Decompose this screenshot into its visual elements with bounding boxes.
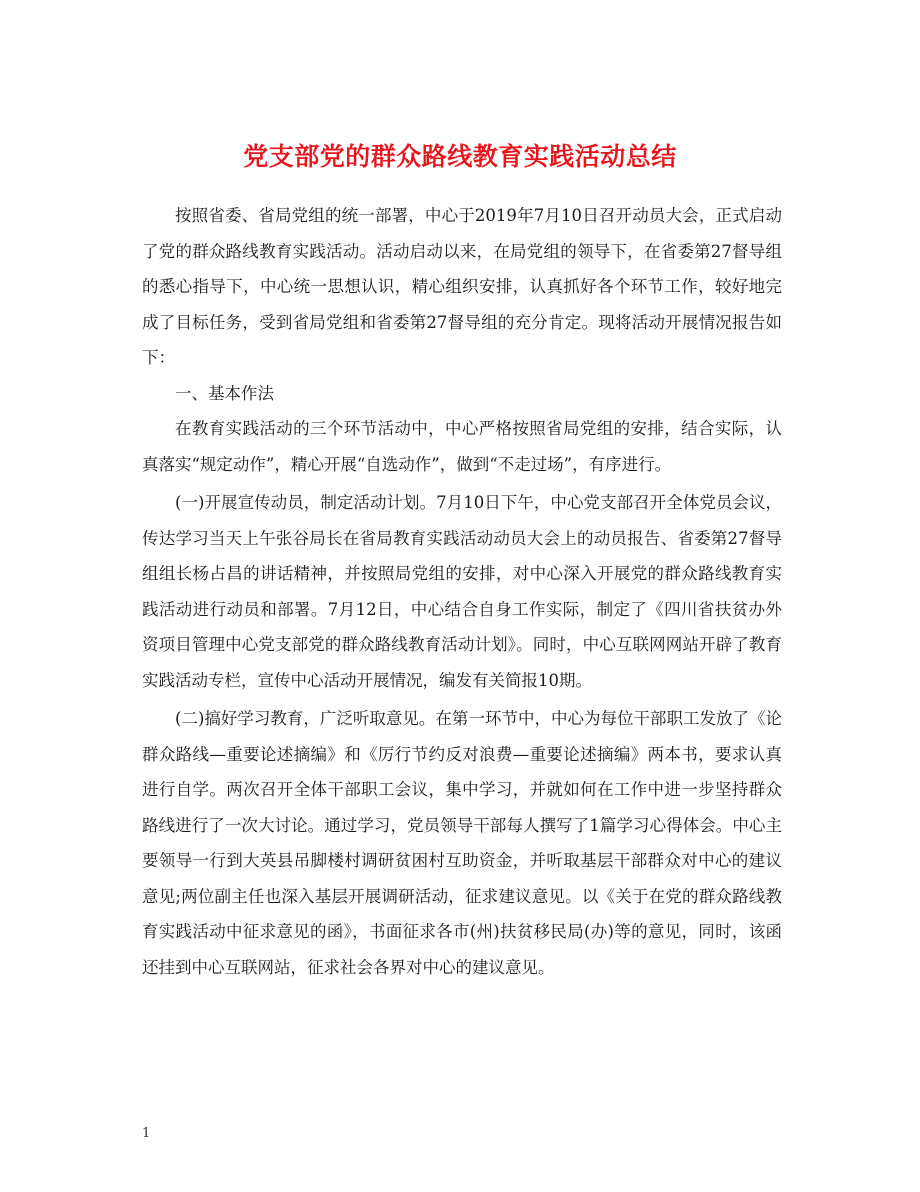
paragraph-intro: 按照省委、省局党组的统一部署，中心于2019年7月10日召开动员大会，正式启动了党的群众路线教育实践活动。活动启动以来，在局党组的领导下，在省委第27督导组的悉心指导下，中心统一思想认识，精心组织安排，认真抓好各个环节工作，较好地完成了目标任务，受到省局党组和省委第27督导组的充分肯定。现将活动开展情况报告如下：	[142, 206, 782, 367]
document-title: 党支部党的群众路线教育实践活动总结	[243, 141, 677, 171]
document-body	[142, 198, 782, 985]
paragraph-methods-overview: 在教育实践活动的三个环节活动中，中心严格按照省局党组的安排，结合实际，认真落实“规定动作”，精心开展“自选动作”，做到“不走过场”，有序进行。	[142, 419, 782, 474]
paragraph-study-education: (二)搞好学习教育，广泛听取意见。在第一环节中，中心为每位干部职工发放了《论群众路线—重要论述摘编》和《厉行节约反对浪费—重要论述摘编》两本书，要求认真进行自学。两次召开全体干部职工会议，集中学习，并就如何在工作中进一步坚持群众路线进行了一次大讨论。通过学习，党员领导干部每人撰写了1篇学习心得体会。中心主要领导一行到大英县吊脚楼村调研贫困村互助资金，并听取基层干部群众对中心的建议意见;两位副主任也深入基层开展调研活动，征求建议意见。以《关于在党的群众路线教育实践活动中征求意见的函》，书面征求各市(州)扶贫移民局(办)等的意见，同时，该函还挂到中心互联网站，征求社会各界对中心的建议意见。	[142, 709, 782, 977]
paragraph-mobilization: (一)开展宣传动员，制定活动计划。7月10日下午，中心党支部召开全体党员会议，传达学习当天上午张谷局长在省局教育实践活动动员大会上的动员报告、省委第27督导组组长杨占昌的讲话精神，并按照局党组的安排，对中心深入开展党的群众路线教育实践活动进行动员和部署。7月12日，中心结合自身工作实际，制定了《四川省扶贫办外资项目管理中心党支部党的群众路线教育活动计划》。同时，中心互联网网站开辟了教育实践活动专栏，宣传中心活动开展情况，编发有关简报10期。	[142, 493, 782, 690]
section-heading-basic-methods: 一、基本作法	[175, 383, 274, 403]
page-number: 1	[142, 1126, 151, 1141]
